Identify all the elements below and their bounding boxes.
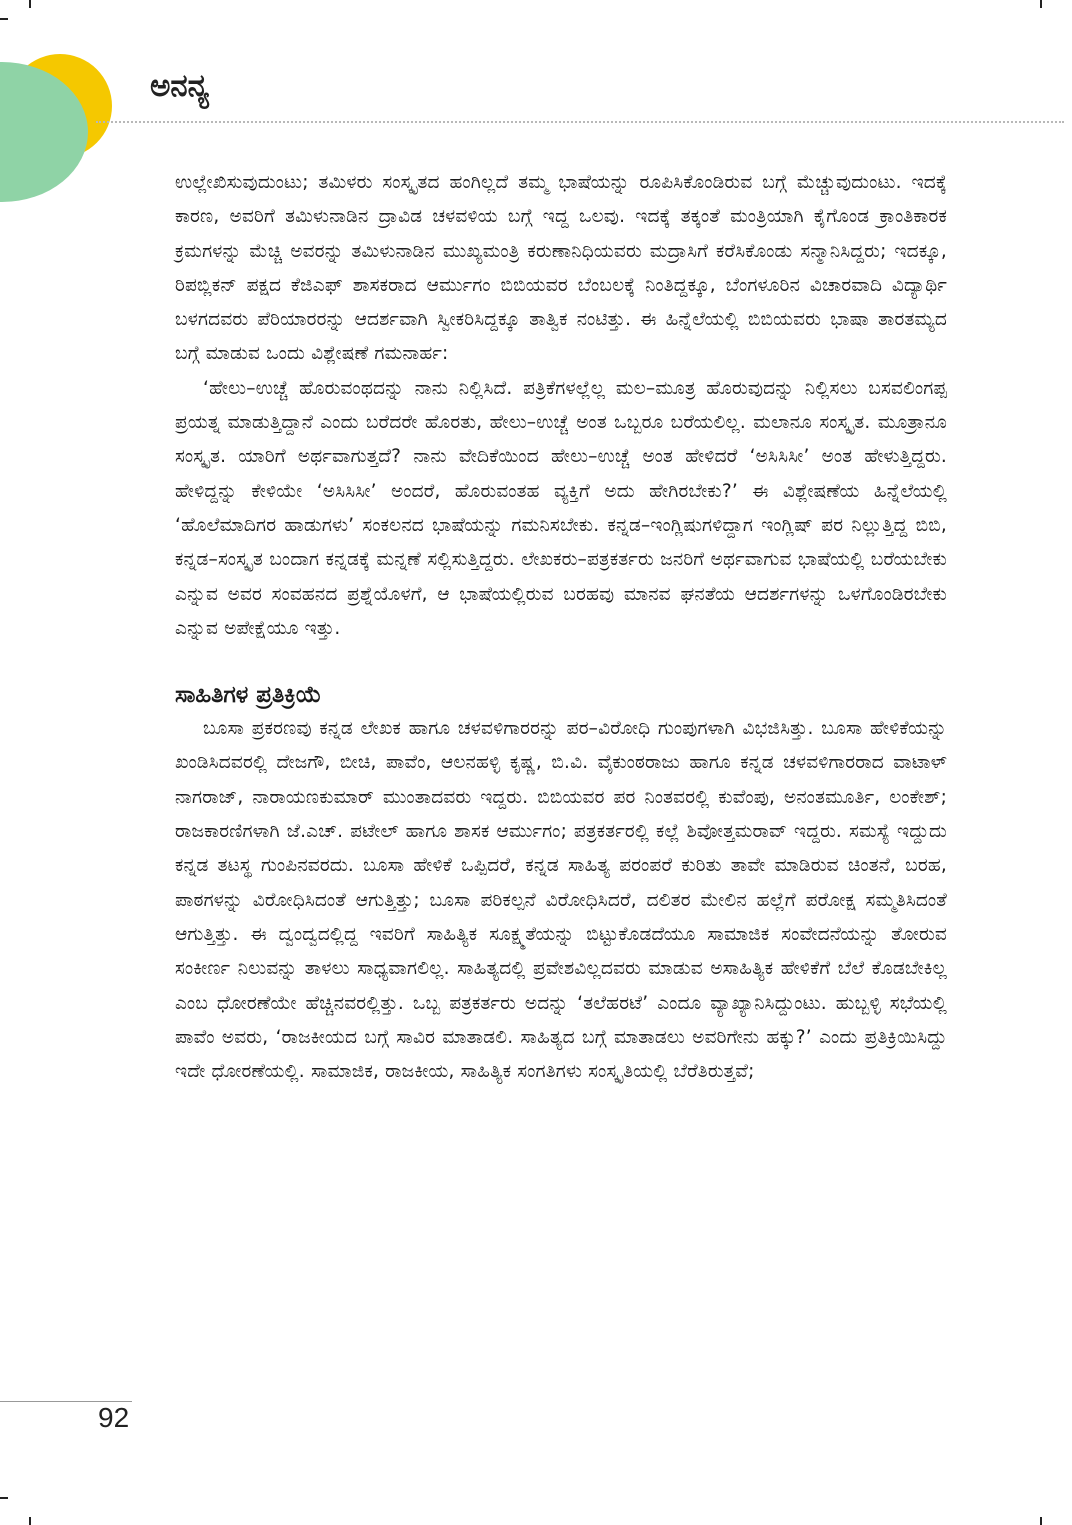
crop-mark-left-upper xyxy=(0,18,8,20)
crop-mark-bottom-right xyxy=(1040,1517,1042,1525)
crop-mark-left-lower xyxy=(0,1497,8,1499)
body-paragraph: ಉಲ್ಲೇಖಿಸುವುದುಂಟು; ತಮಿಳರು ಸಂಸ್ಕೃತದ ಹಂಗಿಲ್ಲದೆ ತಮ್ಮ ಭಾಷೆಯನ್ನು ರೂಪಿಸಿಕೊಂಡಿರುವ ಬಗ್ಗೆ ಮೆಚ್ಚುವುದುಂಟು. ಇದಕ್ಕೆ ಕಾರಣ, ಅವರಿಗೆ ತಮಿಳುನಾಡಿನ ದ್ರಾವಿಡ ಚಳವಳಿಯ ಬಗ್ಗೆ ಇದ್ದ ಒಲವು. ಇದಕ್ಕೆ ತಕ್ಕಂತೆ ಮಂತ್ರಿಯಾಗಿ ಕೈಗೊಂಡ ಕ್ರಾಂತಿಕಾರಕ ಕ್ರಮಗಳನ್ನು ಮೆಚ್ಚಿ ಅವರನ್ನು ತಮಿಳುನಾಡಿನ ಮುಖ್ಯಮಂತ್ರಿ ಕರುಣಾನಿಧಿಯವರು ಮದ್ರಾಸಿಗೆ ಕರೆಸಿಕೊಂಡು ಸನ್ಮಾನಿಸಿದ್ದರು; ಇದಕ್ಕೂ, ರಿಪಬ್ಲಿಕನ್ ಪಕ್ಷದ ಕೆಜಿಎಫ್ ಶಾಸಕರಾದ ಆರ್ಮುಗಂ ಬಿಬಿಯವರ ಬೆಂಬಲಕ್ಕೆ ನಿಂತಿದ್ದಕ್ಕೂ, ಬೆಂಗಳೂರಿನ ವಿಚಾರವಾದಿ ವಿದ್ಯಾರ್ಥಿ ಬಳಗದವರು ಪೆರಿಯಾರರನ್ನು ಆದರ್ಶವಾಗಿ ಸ್ವೀಕರಿಸಿದ್ದಕ್ಕೂ ತಾತ್ವಿಕ ನಂಟಿತ್ತು. ಈ ಹಿನ್ನೆಲೆಯಲ್ಲಿ ಬಿಬಿಯವರು ಭಾಷಾ ತಾರತಮ್ಯದ ಬಗ್ಗೆ ಮಾಡುವ ಒಂದು ವಿಶ್ಲೇಷಣೆ ಗಮನಾರ್ಹ: xyxy=(175,172,947,365)
page-number: 92 xyxy=(98,1402,130,1433)
crop-mark-bottom-left xyxy=(29,1517,31,1525)
header-divider xyxy=(96,121,1064,123)
section-paragraph: ಬೂಸಾ ಪ್ರಕರಣವು ಕನ್ನಡ ಲೇಖಕ ಹಾಗೂ ಚಳವಳಿಗಾರರನ್ನು ಪರ–ವಿರೋಧಿ ಗುಂಪುಗಳಾಗಿ ವಿಭಜಿಸಿತ್ತು. ಬೂಸಾ ಹೇಳಿಕೆಯನ್ನು ಖಂಡಿಸಿದವರಲ್ಲಿ ದೇಜಗೌ, ಬೀಚಿ, ಪಾವೆಂ, ಆಲನಹಳ್ಳಿ ಕೃಷ್ಣ, ಬಿ.ವಿ. ವೈಕುಂಠರಾಜು ಹಾಗೂ ಕನ್ನಡ ಚಳವಳಿಗಾರರಾದ ವಾಟಾಳ್ ನಾಗರಾಜ್, ನಾರಾಯಣಕುಮಾರ್ ಮುಂತಾದವರು ಇದ್ದರು. ಬಿಬಿಯವರ ಪರ ನಿಂತವರಲ್ಲಿ ಕುವೆಂಪು, ಅನಂತಮೂರ್ತಿ, ಲಂಕೇಶ್; ರಾಜಕಾರಣಿಗಳಾಗಿ ಜೆ.ಎಚ್. ಪಟೇಲ್ ಹಾಗೂ ಶಾಸಕ ಆರ್ಮುಗಂ; ಪತ್ರಕರ್ತರಲ್ಲಿ ಕಲ್ಲೆ ಶಿವೋತ್ತಮರಾವ್ ಇದ್ದರು. ಸಮಸ್ಯೆ ಇದ್ದುದು ಕನ್ನಡ ತಟಸ್ಥ ಗುಂಪಿನವರದು. ಬೂಸಾ ಹೇಳಿಕೆ ಒಪ್ಪಿದರೆ, ಕನ್ನಡ ಸಾಹಿತ್ಯ ಪರಂಪರೆ ಕುರಿತು ತಾವೇ ಮಾಡಿರುವ ಚಿಂತನೆ, ಬರಹ, ಪಾಠಗಳನ್ನು ವಿರೋಧಿಸಿದಂತೆ ಆಗುತ್ತಿತ್ತು; ಬೂಸಾ ಪರಿಕಲ್ಪನೆ ವಿರೋಧಿಸಿದರೆ, ದಲಿತರ ಮೇಲಿನ ಹಲ್ಲೆಗೆ ಪರೋಕ್ಷ ಸಮ್ಮತಿಸಿದಂತೆ ಆಗುತ್ತಿತ್ತು. ಈ ದ್ವಂದ್ವದಲ್ಲಿದ್ದ ಇವರಿಗೆ ಸಾಹಿತ್ಯಿಕ ಸೂಕ್ಷ್ಮತೆಯನ್ನು ಬಿಟ್ಟುಕೊಡದೆಯೂ ಸಾಮಾಜಿಕ ಸಂವೇದನೆಯನ್ನು ತೋರುವ ಸಂಕೀರ್ಣ ನಿಲುವನ್ನು ತಾಳಲು ಸಾಧ್ಯವಾಗಲಿಲ್ಲ. ಸಾಹಿತ್ಯದಲ್ಲಿ ಪ್ರವೇಶವಿಲ್ಲದವರು ಮಾಡುವ ಅಸಾಹಿತ್ಯಿಕ ಹೇಳಿಕೆಗೆ ಬೆಲೆ ಕೊಡಬೇಕಿಲ್ಲ ಎಂಬ ಧೋರಣೆಯೇ ಹೆಚ್ಚಿನವರಲ್ಲಿತ್ತು. ಒಬ್ಬ ಪತ್ರಕರ್ತರು ಅದನ್ನು ‘ತಲೆಹರಟೆ’ ಎಂದೂ ವ್ಯಾಖ್ಯಾನಿಸಿದ್ದುಂಟು. ಹುಬ್ಬಳ್ಳಿ ಸಭೆಯಲ್ಲಿ ಪಾವೆಂ ಅವರು, ‘ರಾಜಕೀಯದ ಬಗ್ಗೆ ಸಾವಿರ ಮಾತಾಡಲಿ. ಸಾಹಿತ್ಯದ ಬಗ್ಗೆ ಮಾತಾಡಲು ಅವರಿಗೇನು ಹಕ್ಕು?’ ಎಂದು ಪ್ರತಿಕ್ರಿಯಿಸಿದ್ದು ಇದೇ ಧೋರಣೆಯಲ್ಲಿ. ಸಾಮಾಜಿಕ, ರಾಜಕೀಯ, ಸಾಹಿತ್ಯಿಕ ಸಂಗತಿಗಳು ಸಂಸ್ಕೃತಿಯಲ್ಲಿ ಬೆರೆತಿರುತ್ತವೆ; xyxy=(175,718,947,1083)
crop-mark-top-right xyxy=(1040,0,1042,8)
main-text-column xyxy=(175,166,947,1089)
running-header-title: ಅನನ್ಯ xyxy=(150,68,210,104)
crop-mark-top-left xyxy=(29,0,31,8)
section-heading: ಸಾಹಿತಿಗಳ ಪ್ರತಿಕ್ರಿಯೆ xyxy=(175,682,322,709)
quoted-paragraph: ‘ಹೇಲು–ಉಚ್ಚೆ ಹೊರುವಂಥದನ್ನು ನಾನು ನಿಲ್ಲಿಸಿದೆ. ಪತ್ರಿಕೆಗಳಲ್ಲೆಲ್ಲ ಮಲ–ಮೂತ್ರ ಹೊರುವುದನ್ನು ನಿಲ್ಲಿಸಲು ಬಸವಲಿಂಗಪ್ಪ ಪ್ರಯತ್ನ ಮಾಡುತ್ತಿದ್ದಾನೆ ಎಂದು ಬರೆದರೇ ಹೊರತು, ಹೇಲು–ಉಚ್ಚೆ ಅಂತ ಒಬ್ಬರೂ ಬರೆಯಲಿಲ್ಲ. ಮಲಾನೂ ಸಂಸ್ಕೃತ. ಮೂತ್ರಾನೂ ಸಂಸ್ಕೃತ. ಯಾರಿಗೆ ಅರ್ಥವಾಗುತ್ತದೆ? ನಾನು ವೇದಿಕೆಯಿಂದ ಹೇಲು–ಉಚ್ಚೆ ಅಂತ ಹೇಳಿದರೆ ‘ಅಸಿಸಿಸೀ’ ಅಂತ ಹೇಳುತ್ತಿದ್ದರು. ಹೇಳಿದ್ದನ್ನು ಕೇಳಿಯೇ ‘ಅಸಿಸಿಸೀ’ ಅಂದರೆ, ಹೊರುವಂತಹ ವ್ಯಕ್ತಿಗೆ ಅದು ಹೇಗಿರಬೇಕು?’ ಈ ವಿಶ್ಲೇಷಣೆಯ ಹಿನ್ನೆಲೆಯಲ್ಲಿ ‘ಹೊಲೆಮಾದಿಗರ ಹಾಡುಗಳು’ ಸಂಕಲನದ ಭಾಷೆಯನ್ನು ಗಮನಿಸಬೇಕು. ಕನ್ನಡ–ಇಂಗ್ಲಿಷುಗಳಿದ್ದಾಗ ಇಂಗ್ಲಿಷ್ ಪರ ನಿಲ್ಲುತ್ತಿದ್ದ ಬಿಬಿ, ಕನ್ನಡ–ಸಂಸ್ಕೃತ ಬಂದಾಗ ಕನ್ನಡಕ್ಕೆ ಮನ್ನಣೆ ಸಲ್ಲಿಸುತ್ತಿದ್ದರು. ಲೇಖಕರು–ಪತ್ರಕರ್ತರು ಜನರಿಗೆ ಅರ್ಥವಾಗುವ ಭಾಷೆಯಲ್ಲಿ ಬರೆಯಬೇಕು ಎನ್ನುವ ಅವರ ಸಂವಹನದ ಪ್ರಶ್ನೆಯೊಳಗೆ, ಆ ಭಾಷೆಯಲ್ಲಿರುವ ಬರಹವು ಮಾನವ ಘನತೆಯ ಆದರ್ಶಗಳನ್ನು ಒಳಗೊಂಡಿರಬೇಕು ಎನ್ನುವ ಅಪೇಕ್ಷೆಯೂ ಇತ್ತು. xyxy=(175,377,947,639)
